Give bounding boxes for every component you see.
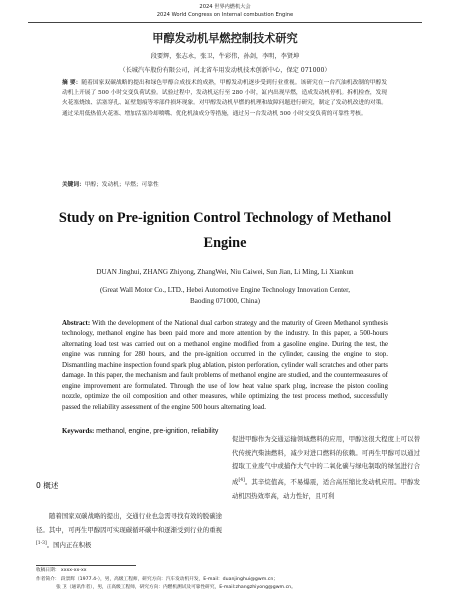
header-line-2: 2024 World Congress on Internal combustion Engine — [156, 11, 294, 18]
right-column-text-2: 。其辛烷值高，不易爆震，适合高压缩比发动机应用。甲醇发动机因热效率高，动力性好，且可利 — [232, 477, 421, 500]
section-heading: 0 概述 — [36, 481, 59, 490]
english-affiliation — [60, 285, 390, 307]
english-keywords-text: methanol, engine, pre-ignition, reliability — [96, 428, 219, 435]
footnote-received: 收稿日期： xxxx-xx-xx — [36, 568, 87, 573]
body-column-left — [36, 510, 222, 553]
chinese-authors: 段要辉，张志永，张卫，牛彩伟，孙剑，李明，李贤坤 — [150, 53, 300, 60]
english-affiliation-line-1: (Great Wall Motor Co., LTD., Hebei Automotive Engine Technology Innovation Center, — [99, 286, 351, 294]
right-column-citation: [4] — [238, 477, 245, 483]
english-abstract-label: Abstract: — [62, 319, 91, 327]
left-column-citation: [1-3] — [36, 541, 47, 547]
footnote-author-2: 张 卫（通讯作者），男，正高级工程师，研究方向：内燃机测试及可靠性研究，E-mail:zhangzhiyong@gwm.cn。 — [56, 585, 296, 591]
left-column-text: 随着国家双碳战略的提出，交通行业也急需寻找有效的脱碳途径。其中，可再生甲醇因可实现碳循环碳中和逐渐受到行业的重视 — [36, 512, 222, 534]
chinese-abstract-label: 摘 要： — [62, 80, 82, 86]
header-line-1: 2024 世界内燃机大会 — [199, 4, 251, 10]
chinese-keywords-label: 关键词： — [62, 182, 85, 188]
english-abstract — [62, 318, 388, 412]
left-column-text-2: 。国内正在积极 — [46, 541, 92, 550]
english-affiliation-line-2: Baoding 071000, China) — [190, 297, 260, 305]
header-rule — [28, 22, 422, 23]
chinese-title: 甲醇发动机早燃控制技术研究 — [152, 32, 298, 45]
chinese-keywords — [62, 179, 387, 188]
english-title: Study on Pre-ignition Control Technology of Methanol Engine — [58, 210, 392, 251]
english-keywords-label: Keywords: — [62, 427, 95, 435]
chinese-affiliation: （长城汽车股份有限公司，河北省车用发动机技术创新中心，保定 071000） — [119, 67, 331, 74]
chinese-abstract-text: 随着国家双碳战略的提出和绿色甲醇合成技术的成熟，甲醇发动机逐步受到行业重视。该研究在一台汽油机改制的甲醇发动机上开展了 500 小时交变负荷试验。试验过程中，发动机运行至 280 小时，缸内出现早燃，造成发动机停机。拆机检查，发现火花塞烧蚀、活塞穿孔、缸壁划痕等零部件损坏现象。对甲醇发动机早燃的机理和故障问题进行研究，制定了发动机改进的对策。通过采用低热值火花塞、增加活塞冷却喷嘴、优化机油成分等措施，通过另一台发动机 500 小时交变负荷的可靠性考核。 — [62, 80, 388, 117]
chinese-abstract — [62, 78, 387, 119]
running-header — [0, 4, 450, 19]
english-authors: DUAN Jinghui, ZHANG Zhiyong, ZhangWei, Niu Caiwei, Sun Jian, Li Ming, Li Xiankun — [96, 268, 354, 276]
english-abstract-text: With the development of the National dual carbon strategy and the maturity of Green Methanol synthesis technology, methanol engine has been paid more and more attention by the industry. In this paper, a 500-hours alternating load test was carried out on a methanol engine modified from a gasoline engine. During the test, the engine was running for 280 hours, and the pre-ignition occurred in the cylinder, causing the engine to stop. Dismantling machine inspection found spark plug ablation, piston perforation, cylinder wall scratches and other parts damage. In this paper, the mechanism and fault problems of methanol engine are studied, and the countermeasures of engine improvement are formulated. Through the use of low heat value spark plug, increase the piston cooling nozzle, optimize the oil composition and other measures, while optimizing the test process method, successfully passed the reliability assessment of the engine 500 hours alternating load. — [62, 319, 389, 411]
footnote-rule — [36, 565, 136, 566]
footnote-author-1: 作者简介： 段景辉（1977.4-），男，高级工程师，研究方向：汽车发动机开发，E-mail：duanjinghui@gwm.cn； — [36, 576, 278, 582]
chinese-keywords-text: 甲醇；发动机；早燃；可靠性 — [84, 182, 159, 188]
right-column-text: 促进甲醇作为交通运输领域燃料的应用，甲醇这很大程度上可以替代传统汽柴油燃料，减少对进口燃料的依赖。可再生甲醇可以通过提取工业废气中或捕作大气中的二氧化碳与绿电制取的绿氢进行合成 — [232, 435, 420, 486]
footnotes — [36, 567, 426, 593]
body-column-right — [232, 433, 420, 503]
